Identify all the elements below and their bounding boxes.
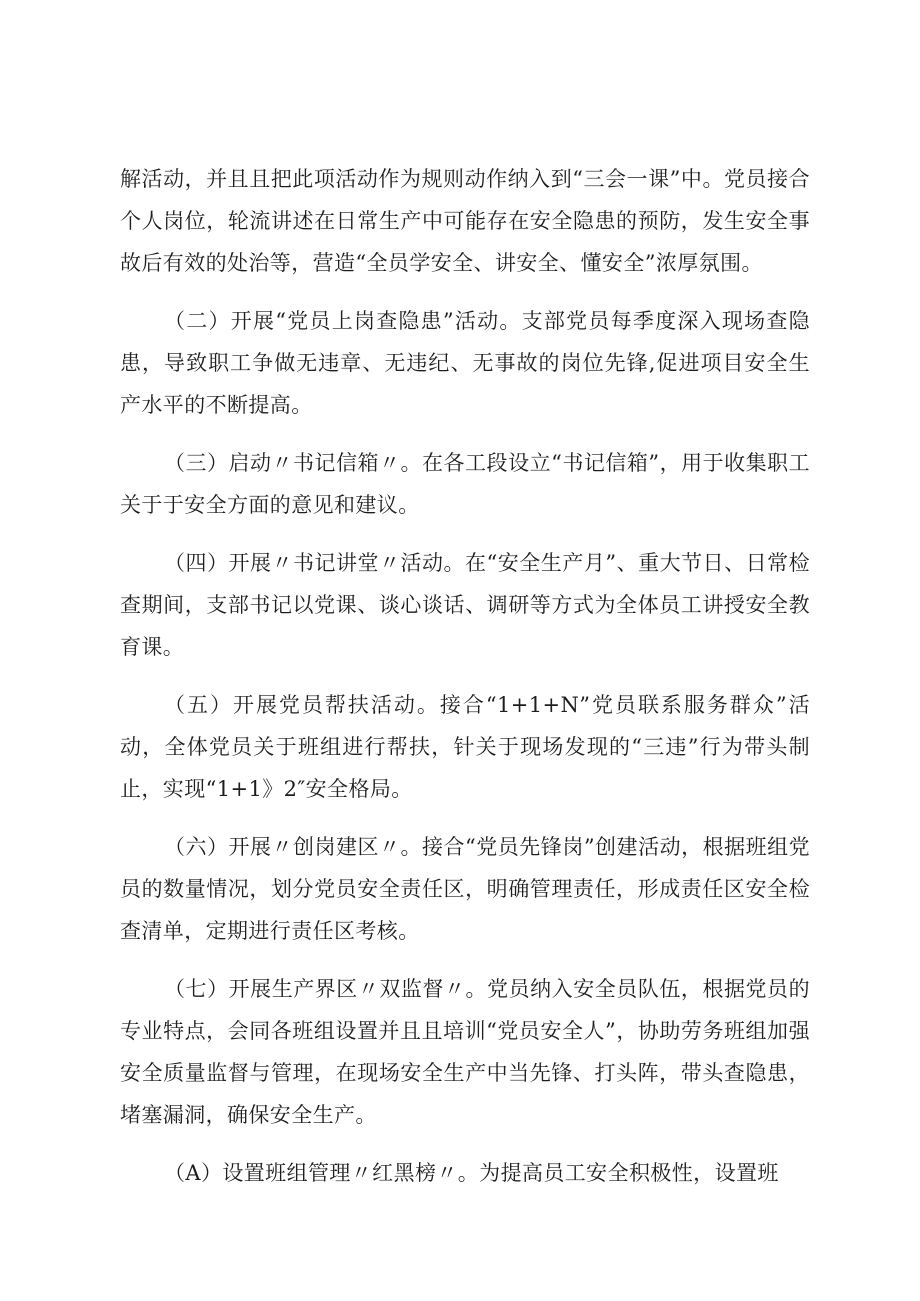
paragraph-item-8-red-black-list: （A）设置班组管理〃红黑榜〃。为提高员工安全积极性，设置班 bbox=[164, 1161, 779, 1185]
document-body bbox=[120, 158, 810, 1210]
paragraph-item-6-post-zone: （六）开展〃创岗建区〃。接合“党员先锋岗”创建活动，根据班组党员的数量情况，划分党员安全责任区，明确管理责任，形成责任区安全检查清单，定期进行责任区考核。 bbox=[120, 835, 810, 943]
paragraph-item-7-dual-supervision: （七）开展生产界区〃双监督〃。党员纳入安全员队伍，根据党员的专业特点，会同各班组设置并且且培训“党员安全人”，协助劳务班组加强安全质量监督与管理，在现场安全生产中当先锋、打头阵，带头查隐患，堵塞漏洞，确保安全生产。 bbox=[120, 977, 810, 1127]
paragraph-item-2-hazard-check: （二）开展“党员上岗查隐患”活动。支部党员每季度深入现场查隐患，导致职工争做无违章、无违纪、无事故的岗位先锋,促进项目安全生产水平的不断提高。 bbox=[120, 309, 810, 417]
paragraph-item-5-member-assistance: （五）开展党员帮扶活动。接合“1+1+N”党员联系服务群众”活动，全体党员关于班组进行帮扶，针关于现场发现的“三违”行为带头制止，实现“1+1》2″安全格局。 bbox=[120, 693, 810, 801]
paragraph-item-3-secretary-mailbox: （三）启动〃书记信箱〃。在各工段设立“书记信箱”，用于收集职工关于于安全方面的意见和建议。 bbox=[120, 451, 810, 517]
paragraph-item-4-secretary-lecture: （四）开展〃书记讲堂〃活动。在“安全生产月”、重大节日、日常检查期间，支部书记以党课、谈心谈话、调研等方式为全体员工讲授安全教育课。 bbox=[120, 551, 810, 659]
paragraph-continued-lecture: 解活动，并且且把此项活动作为规则动作纳入到“三会一课”中。党员接合个人岗位，轮流讲述在日常生产中可能存在安全隐患的预防，发生安全事故后有效的处治等，营造“全员学安全、讲安全、懂安全”浓厚氛围。 bbox=[120, 167, 810, 275]
